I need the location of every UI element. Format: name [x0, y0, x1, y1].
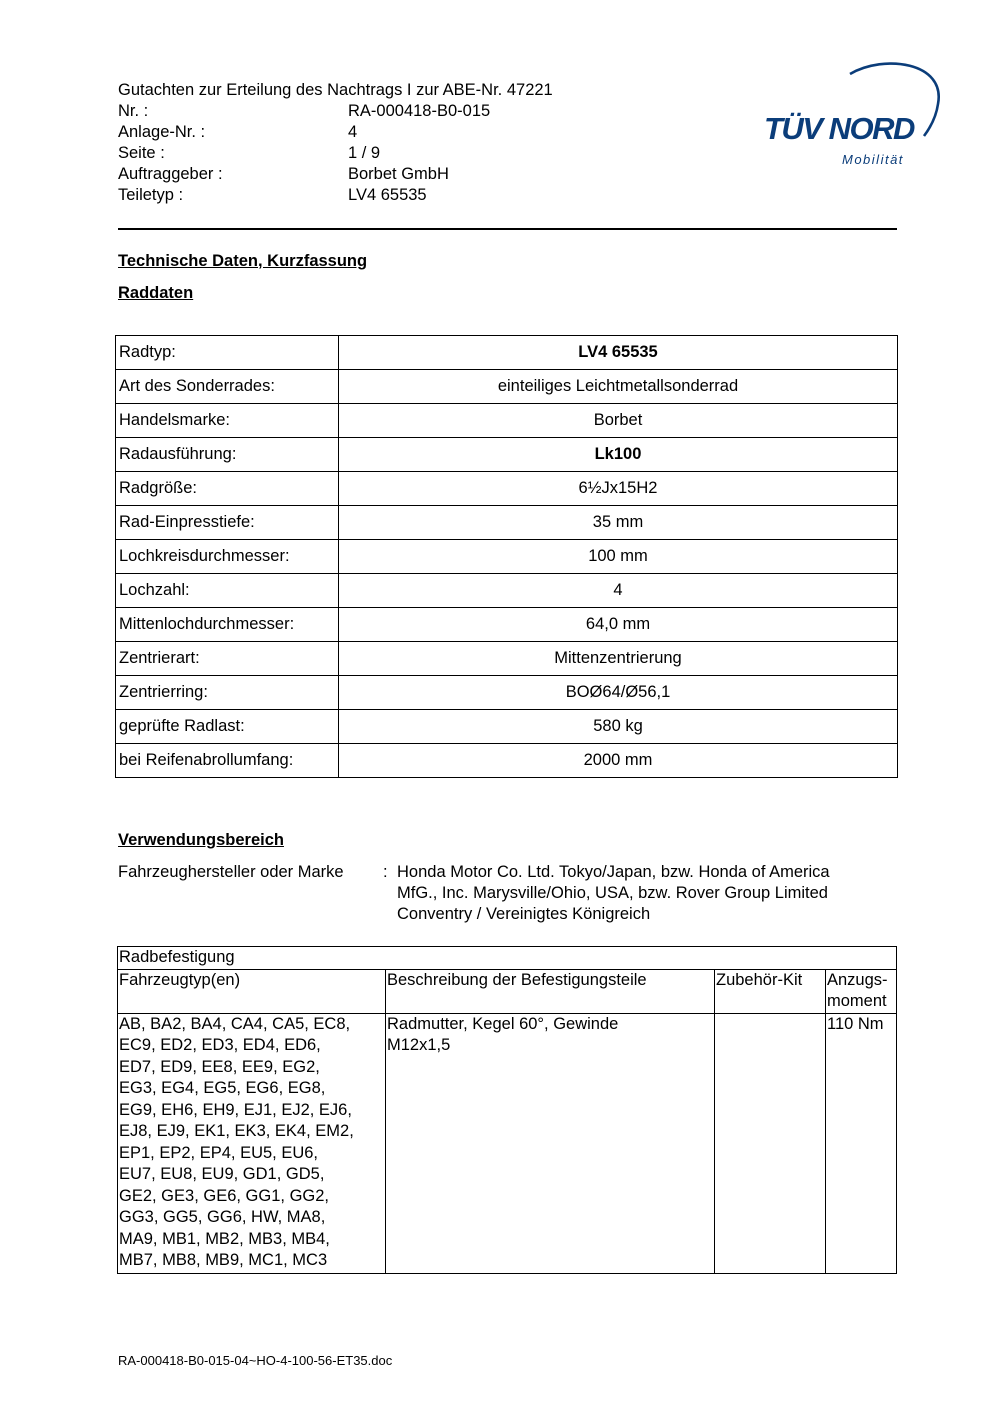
column-header-kit: Zubehör-Kit: [715, 969, 826, 1013]
column-header-torque-line: moment: [827, 992, 887, 1010]
wheel-data-table: [115, 335, 898, 778]
table-cell-value: 6½Jx15H2: [339, 472, 898, 506]
table-cell-value: Lk100: [339, 438, 898, 472]
table-row: [116, 710, 898, 744]
vehicle-types-cell: [118, 1013, 386, 1273]
wheel-data-heading: Raddaten: [118, 284, 194, 302]
logo-brand-text: TÜV NORD: [764, 111, 914, 146]
table-row: [116, 506, 898, 540]
description-cell: [386, 1013, 715, 1273]
table-cell-label: Art des Sonderrades:: [116, 370, 339, 404]
logo-subtitle: Mobilität: [842, 152, 904, 167]
mounting-table: [117, 946, 897, 1274]
footer-filename: RA-000418-B0-015-04~HO-4-100-56-ET35.doc: [118, 1353, 393, 1368]
column-header-vehicle-types: Fahrzeugtyp(en): [118, 969, 386, 1013]
vehicle-types-line: EC9, ED2, ED3, ED4, ED6,: [119, 1036, 321, 1054]
table-cell-label: Zentrierart:: [116, 642, 339, 676]
header-value: Borbet GmbH: [348, 165, 449, 183]
table-row: [116, 438, 898, 472]
header-row-anlage: [118, 122, 553, 143]
table-cell-value: BOØ64/Ø56,1: [339, 676, 898, 710]
header-row-nr: [118, 101, 553, 122]
column-header-torque-line: Anzugs-: [827, 970, 888, 989]
header-label: Nr. :: [118, 102, 149, 120]
vehicle-types-line: EJ8, EJ9, EK1, EK3, EK4, EM2,: [119, 1122, 354, 1140]
header-row-seite: [118, 143, 553, 164]
description-line: M12x1,5: [387, 1036, 451, 1054]
vehicle-types-line: GE2, GE3, GE6, GG1, GG2,: [119, 1186, 329, 1205]
table-row: [116, 472, 898, 506]
table-cell-label: Lochzahl:: [116, 574, 339, 608]
table-row: [116, 336, 898, 370]
table-row: [116, 744, 898, 778]
header-row-auftraggeber: [118, 164, 553, 185]
table-cell-value: LV4 65535: [339, 336, 898, 370]
column-header-torque: [826, 969, 897, 1013]
table-row: [116, 608, 898, 642]
mounting-title: Radbefestigung: [118, 947, 897, 970]
table-row: [116, 404, 898, 438]
table-cell-label: Radtyp:: [116, 336, 339, 370]
vehicle-types-line: EG9, EH6, EH9, EJ1, EJ2, EJ6,: [119, 1100, 352, 1119]
table-cell-value: Borbet: [339, 404, 898, 438]
vehicle-types-line: MB7, MB8, MB9, MC1, MC3: [119, 1251, 328, 1269]
tuv-nord-logo: [764, 56, 954, 176]
usage-label: Fahrzeughersteller oder Marke: [118, 863, 344, 881]
table-cell-value: 100 mm: [339, 540, 898, 574]
usage-value: [397, 862, 897, 925]
description-line: Radmutter, Kegel 60°, Gewinde: [387, 1014, 619, 1033]
vehicle-types-line: EG3, EG4, EG5, EG6, EG8,: [119, 1079, 326, 1097]
header-label: Anlage-Nr. :: [118, 123, 206, 141]
table-cell-value: einteiliges Leichtmetallsonderrad: [339, 370, 898, 404]
usage-line: MfG., Inc. Marysville/Ohio, USA, bzw. Rover Group Limited: [397, 884, 828, 902]
header-value: RA-000418-B0-015: [348, 102, 491, 120]
table-cell-label: Handelsmarke:: [116, 404, 339, 438]
table-cell-label: Radausführung:: [116, 438, 339, 472]
table-row: [116, 370, 898, 404]
table-cell-value: 4: [339, 574, 898, 608]
header-label: Teiletyp :: [118, 186, 184, 204]
table-cell-value: 64,0 mm: [339, 608, 898, 642]
kit-cell: [715, 1013, 826, 1273]
document-title: Gutachten zur Erteilung des Nachtrags I zur ABE-Nr. 47221: [118, 81, 553, 99]
usage-line: Conventry / Vereinigtes Königreich: [397, 905, 651, 923]
table-header-row: [118, 969, 897, 1013]
table-row: [118, 1013, 897, 1273]
header-value: LV4 65535: [348, 186, 427, 204]
table-cell-label: geprüfte Radlast:: [116, 710, 339, 744]
table-cell-label: Lochkreisdurchmesser:: [116, 540, 339, 574]
table-cell-value: Mittenzentrierung: [339, 642, 898, 676]
table-row: [116, 574, 898, 608]
vehicle-types-line: EP1, EP2, EP4, EU5, EU6,: [119, 1143, 319, 1162]
table-cell-label: bei Reifenabrollumfang:: [116, 744, 339, 778]
table-row: [116, 540, 898, 574]
vehicle-types-line: MA9, MB1, MB2, MB3, MB4,: [119, 1229, 330, 1248]
tech-data-heading: Technische Daten, Kurzfassung: [118, 252, 368, 270]
header-divider: [118, 228, 897, 230]
table-cell-value: 35 mm: [339, 506, 898, 540]
vehicle-types-line: EU7, EU8, EU9, GD1, GD5,: [119, 1165, 325, 1183]
torque-cell: 110 Nm: [826, 1013, 897, 1273]
usage-line: Honda Motor Co. Ltd. Tokyo/Japan, bzw. Honda of America: [397, 863, 830, 881]
table-cell-label: Rad-Einpresstiefe:: [116, 506, 339, 540]
table-cell-label: Zentrierring:: [116, 676, 339, 710]
table-row: [116, 676, 898, 710]
table-row: [118, 947, 897, 970]
vehicle-types-line: GG3, GG5, GG6, HW, MA8,: [119, 1208, 326, 1226]
table-row: [116, 642, 898, 676]
table-cell-value: 2000 mm: [339, 744, 898, 778]
document-header: [118, 80, 553, 206]
header-value: 4: [348, 123, 358, 141]
usage-heading: Verwendungsbereich: [118, 831, 284, 849]
header-label: Seite :: [118, 144, 165, 162]
header-row-teiletyp: [118, 185, 553, 206]
column-header-description: Beschreibung der Befestigungsteile: [386, 969, 715, 1013]
vehicle-types-line: AB, BA2, BA4, CA4, CA5, EC8,: [119, 1014, 351, 1033]
vehicle-types-line: ED7, ED9, EE8, EE9, EG2,: [119, 1057, 320, 1076]
header-label: Auftraggeber :: [118, 165, 223, 183]
header-value: 1 / 9: [348, 144, 381, 162]
usage-colon: :: [383, 863, 388, 881]
table-cell-label: Radgröße:: [116, 472, 339, 506]
table-cell-value: 580 kg: [339, 710, 898, 744]
table-cell-label: Mittenlochdurchmesser:: [116, 608, 339, 642]
